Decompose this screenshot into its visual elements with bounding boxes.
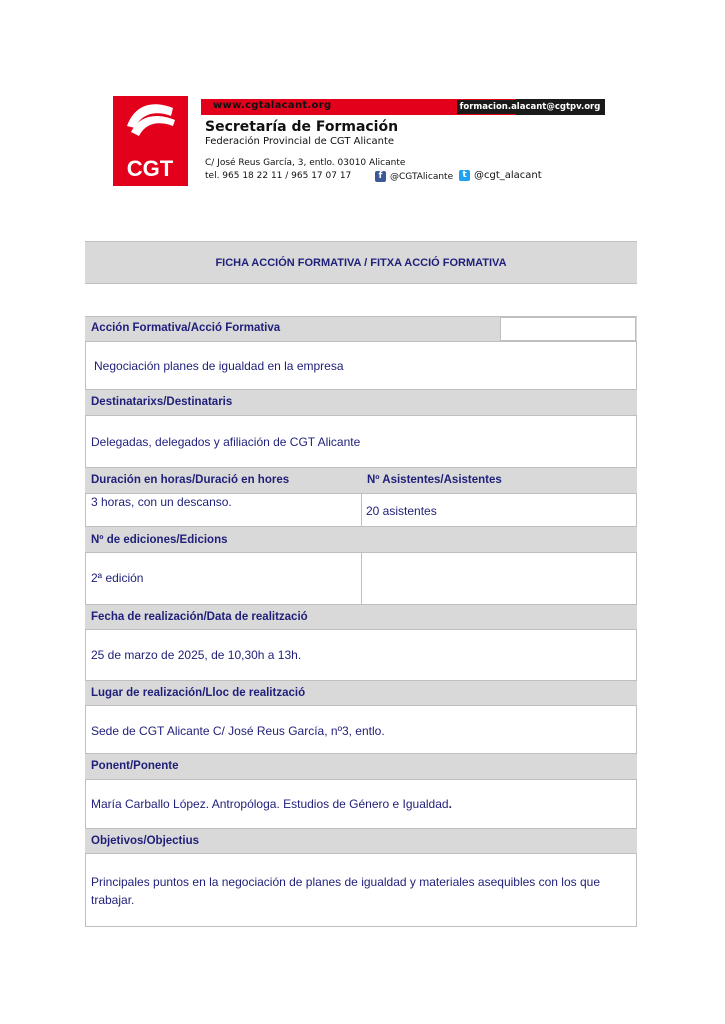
divider xyxy=(85,779,637,780)
fecha-value: 25 de marzo de 2025, de 10,30h a 13h. xyxy=(91,648,302,662)
divider xyxy=(85,853,637,854)
column-divider xyxy=(361,552,362,604)
form-heading-band xyxy=(85,241,637,284)
form-heading: FICHA ACCIÓN FORMATIVA / FITXA ACCIÓ FORMATIVA xyxy=(215,256,507,269)
asistentes-label: Nº Asistentes/Asistentes xyxy=(367,474,502,486)
divider xyxy=(85,415,637,416)
destinatarios-value: Delegadas, delegados y afiliación de CGT Alicante xyxy=(91,435,361,449)
objetivos-label: Objetivos/Objectius xyxy=(91,835,199,847)
accion-label: Acción Formativa/Acció Formativa xyxy=(91,322,281,334)
objetivos-value-line-1: Principales puntos en la negociación de planes de igualdad y materiales asequibles con los que xyxy=(91,875,601,889)
phone: tel. 965 18 22 11 / 965 17 07 17 xyxy=(205,171,352,181)
secretariat-title: Secretaría de Formación xyxy=(205,119,399,135)
duracion-label: Duración en horas/Duració en hores xyxy=(91,474,290,486)
accion-code-cell xyxy=(500,317,636,341)
ediciones-label: Nº de ediciones/Edicions xyxy=(91,534,228,546)
lugar-label: Lugar de realización/Lloc de realització xyxy=(91,687,306,699)
address: C/ José Reus García, 3, entlo. 03010 Alicante xyxy=(205,158,406,168)
twitter-contact[interactable] xyxy=(459,170,542,181)
ponente-value-line xyxy=(91,795,452,814)
divider xyxy=(85,705,637,706)
objetivos-value-line-2: trabajar. xyxy=(91,893,135,907)
facebook-handle: @CGTAlicante xyxy=(390,171,454,182)
letterhead xyxy=(113,96,605,191)
accion-value: Negociación planes de igualdad en la empresa xyxy=(94,359,344,373)
ediciones-value: 2ª edición xyxy=(91,571,144,585)
federation-subtitle: Federación Provincial de CGT Alicante xyxy=(205,136,395,147)
twitter-icon: t xyxy=(459,170,470,181)
ponente-suffix: . xyxy=(448,797,452,811)
lugar-value: Sede de CGT Alicante C/ José Reus García, nº3, entlo. xyxy=(91,724,385,738)
column-divider xyxy=(361,493,362,526)
ponente-value: María Carballo López. Antropóloga. Estudios de Género e Igualdad xyxy=(91,797,449,811)
facebook-icon: f xyxy=(375,171,386,182)
divider xyxy=(85,629,637,630)
ponente-label: Ponent/Ponente xyxy=(91,760,179,772)
fecha-label: Fecha de realización/Data de realització xyxy=(91,611,308,623)
twitter-handle: @cgt_alacant xyxy=(474,170,542,181)
website-link[interactable]: www.cgtalacant.org xyxy=(213,100,332,111)
table-bottom-border xyxy=(85,926,637,927)
asistentes-value: 20 asistentes xyxy=(366,504,437,518)
facebook-contact[interactable] xyxy=(375,171,453,182)
divider xyxy=(85,341,637,342)
logo-text: CGT xyxy=(126,156,174,181)
cgt-logo-icon xyxy=(113,96,188,186)
duracion-value: 3 horas, con un descanso. xyxy=(91,495,232,509)
email-link[interactable]: formacion.alacant@cgtpv.org xyxy=(457,100,603,114)
destinatarios-label: Destinatarixs/Destinataris xyxy=(91,396,233,408)
